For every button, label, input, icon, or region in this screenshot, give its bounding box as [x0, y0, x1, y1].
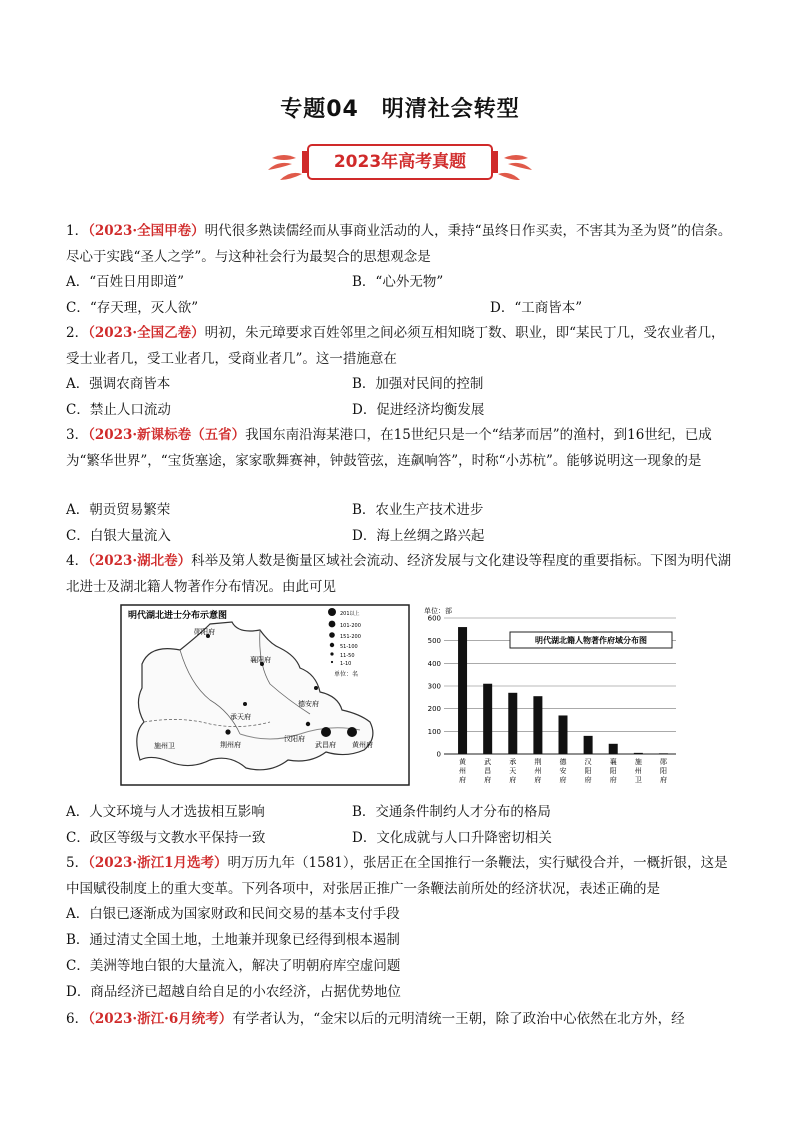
option-a[interactable]: A．白银已逐渐成为国家财政和民间交易的基本支付手段: [66, 906, 400, 922]
option-c[interactable]: C．政区等级与文教水平保持一致: [66, 830, 266, 846]
svg-text:单位：名: 单位：名: [334, 671, 359, 678]
option-d[interactable]: D．文化成就与人口升降密切相关: [352, 830, 552, 846]
svg-text:武昌府: 武昌府: [315, 741, 336, 749]
question-number: 1．: [66, 223, 89, 239]
x-tick-label: 承天府: [509, 758, 517, 784]
bar-武昌府: [483, 684, 492, 754]
question-stem: 科举及第人数是衡量区域社会流动、经济发展与文化建设等程度的重要指标。下图为明代湖北进士及湖北籍人物著作分布情况。由此可见: [66, 553, 732, 595]
hubei-map: [120, 604, 410, 786]
svg-text:荆州府: 荆州府: [220, 741, 241, 749]
option-a[interactable]: A．人文环境与人才选拔相互影响: [66, 804, 265, 820]
question-number: 6．: [66, 1011, 89, 1027]
y-tick-label: 200: [427, 705, 441, 714]
svg-text:汉阳府: 汉阳府: [284, 735, 305, 743]
option-b[interactable]: B．农业生产技术进步: [352, 502, 484, 518]
y-tick-label: 300: [427, 682, 441, 691]
option-b[interactable]: B．交通条件制约人才分布的格局: [352, 804, 551, 820]
svg-text:施州卫: 施州卫: [154, 742, 175, 750]
question-source: （2023·浙江·6月统考）: [88, 1011, 233, 1027]
question-stem: 明万历九年（1581），张居正在全国推行一条鞭法，实行赋役合并，一概折银，这是中国赋役制度上的重大变革。下列各项中，对张居正推广一条鞭法前所处的经济状况，表述正确的是: [66, 855, 728, 897]
bar-荆州府: [533, 696, 542, 754]
svg-text:黄州府: 黄州府: [352, 741, 373, 749]
bar-承天府: [508, 693, 517, 754]
option-c[interactable]: C．禁止人口流动: [66, 402, 171, 418]
x-tick-label: 德安府: [559, 758, 567, 784]
bar-施州卫: [634, 753, 643, 754]
question-4: [66, 548, 736, 600]
x-tick-label: 郧阳府: [659, 758, 667, 784]
x-tick-label: 荆州府: [534, 758, 542, 784]
option-b[interactable]: B．通过清丈全国土地，土地兼并现象已经得到根本遏制: [66, 932, 400, 948]
option-d[interactable]: D．促进经济均衡发展: [352, 402, 485, 418]
svg-text:51-100: 51-100: [340, 644, 358, 650]
question-stem: 明初，朱元璋要求百姓邻里之间必须互相知晓丁数、职业，即“某民丁几，受农业者几，受士业者几，受工业者几，受商业者几”。这一措施意在: [66, 325, 725, 367]
y-tick-label: 400: [427, 659, 441, 668]
bar-chart-svg: [420, 604, 682, 800]
option-c[interactable]: C．“存天理，灭人欲”: [66, 300, 199, 316]
svg-text:郧阳府: 郧阳府: [194, 628, 215, 636]
bar-黄州府: [458, 627, 467, 754]
x-tick-label: 襄阳府: [609, 758, 617, 784]
bar-郧阳府: [659, 753, 668, 754]
y-tick-label: 600: [427, 614, 441, 623]
option-d[interactable]: D．海上丝绸之路兴起: [352, 528, 485, 544]
question-stem: 明代很多熟读儒经而从事商业活动的人，秉持“虽终日作买卖，不害其为圣为贤”的信条。尽心于实践“圣人之学”。与这种社会行为最契合的思想观念是: [66, 223, 732, 265]
question-stem: 我国东南沿海某港口，在15世纪只是一个“结茅而居”的渔村，到16世纪，已成为“繁华世界”，“宝货塞途，家家歌舞赛神，钟鼓管弦，连飙响答”，时称“小苏杭”。能够说明这一现象的是: [66, 427, 712, 469]
svg-text:101-200: 101-200: [340, 623, 361, 629]
question-number: 5．: [66, 855, 89, 871]
question-2: [66, 320, 736, 372]
works-bar-chart: [420, 604, 682, 800]
page-title: 专题04 明清社会转型: [280, 97, 520, 122]
bar-襄阳府: [609, 744, 618, 754]
option-a[interactable]: A．强调农商皆本: [66, 376, 171, 392]
svg-text:11-50: 11-50: [340, 653, 355, 659]
svg-text:1-10: 1-10: [340, 661, 352, 667]
option-d[interactable]: D．商品经济已超越自给自足的小农经济，占据优势地位: [66, 984, 401, 1000]
question-source: （2023·全国乙卷）: [88, 325, 205, 341]
map-title: 明代湖北进士分布示意图: [128, 611, 228, 621]
question-source: （2023·湖北卷）: [88, 553, 192, 569]
year-banner: [262, 140, 538, 186]
question-source: （2023·全国甲卷）: [88, 223, 205, 239]
question-number: 4．: [66, 553, 89, 569]
bar-汉阳府: [584, 736, 593, 754]
x-tick-label: 施州卫: [634, 758, 642, 784]
svg-text:151-200: 151-200: [340, 634, 361, 640]
question-3: [66, 422, 736, 474]
x-tick-label: 黄州府: [459, 758, 467, 784]
question-source: （2023·新课标卷（五省）: [88, 427, 246, 443]
option-b[interactable]: B．“心外无物”: [352, 274, 444, 290]
question-number: 2．: [66, 325, 89, 341]
svg-text:承天府: 承天府: [230, 713, 251, 721]
banner-label: 2023年高考真题: [333, 152, 467, 172]
question-6: [66, 1006, 736, 1032]
question-1: [66, 218, 736, 270]
question-source: （2023·浙江1月选考）: [88, 855, 228, 871]
question-stem: 有学者认为，“金宋以后的元明清统一王朝，除了政治中心依然在北方外，经: [232, 1011, 685, 1027]
option-c[interactable]: C．美洲等地白银的大量流入，解决了明朝府库空虚问题: [66, 958, 401, 974]
y-tick-label: 0: [436, 750, 441, 759]
y-tick-label: 100: [427, 727, 441, 736]
option-b[interactable]: B．加强对民间的控制: [352, 376, 484, 392]
option-c[interactable]: C．白银大量流入: [66, 528, 171, 544]
x-tick-label: 汉阳府: [584, 758, 592, 784]
svg-text:德安府: 德安府: [298, 700, 319, 708]
option-a[interactable]: A．朝贡贸易繁荣: [66, 502, 171, 518]
svg-text:201以上: 201以上: [340, 611, 360, 617]
bar-德安府: [559, 715, 568, 754]
svg-text:襄阳府: 襄阳府: [250, 656, 271, 664]
option-d[interactable]: D．“工商皆本”: [490, 300, 583, 316]
hubei-map-figure: [120, 604, 410, 786]
question-5: [66, 850, 736, 902]
chart-title: 明代湖北籍人物著作府域分布图: [535, 636, 647, 645]
x-tick-label: 武昌府: [484, 758, 492, 784]
y-tick-label: 500: [427, 637, 441, 646]
chart-unit-label: 单位：部: [424, 607, 452, 615]
option-a[interactable]: A．“百姓日用即道”: [66, 274, 185, 290]
question-number: 3．: [66, 427, 89, 443]
